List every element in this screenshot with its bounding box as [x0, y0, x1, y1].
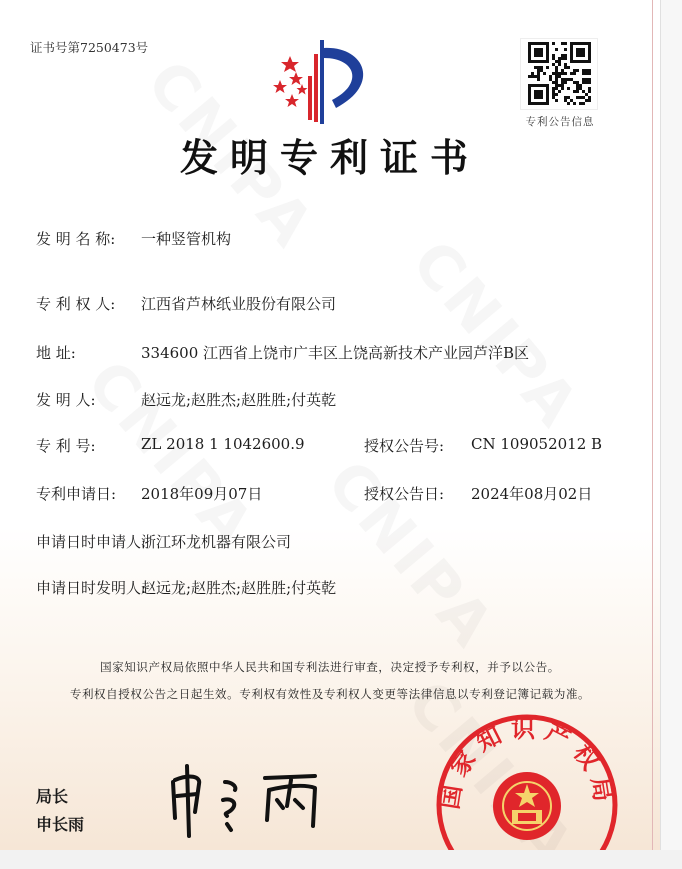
qr-code-icon: [521, 39, 597, 109]
page-title: 发明专利证书: [179, 135, 480, 180]
field-value: ZL 2018 1 1042600.9: [141, 435, 305, 453]
field-value: 江西省芦林纸业股份有限公司: [141, 295, 337, 313]
field-label: 授权公告日:: [364, 485, 445, 503]
statement-line-2: 专利权自授权公告之日起生效。专利权有效性及专利权人变更等法律信息以专利登记簿记载为准。: [69, 687, 591, 701]
qr-code[interactable]: [520, 38, 598, 110]
field-label: 申请日时申请人:: [36, 533, 147, 551]
field-label: 地 址:: [36, 344, 76, 362]
statement-line-1: 国家知识产权局依照中华人民共和国专利法进行审查，决定授予专利权，并予以公告。: [100, 660, 560, 674]
field-value: 浙江环龙机器有限公司: [141, 533, 292, 551]
field-value: CN 109052012 B: [471, 435, 603, 453]
field-value: 赵远龙;赵胜杰;赵胜胜;付英乾: [141, 391, 337, 409]
field-value: 334600 江西省上饶市广丰区上饶高新技术产业园芦洋B区: [141, 344, 530, 362]
official-seal-icon: [432, 710, 622, 850]
qr-caption: 专利公告信息: [525, 116, 595, 128]
field-label: 发 明 名 称:: [36, 230, 116, 248]
field-label: 申请日时发明人:: [36, 579, 147, 597]
certificate-number: 证书号第7250473号: [30, 40, 149, 55]
watermark: [313, 448, 509, 663]
director-name: 申长雨: [36, 815, 85, 834]
field-value: 赵远龙;赵胜杰;赵胜胜;付英乾: [141, 579, 337, 597]
director-title: 局长: [36, 787, 69, 806]
field-label: 发 明 人:: [36, 391, 96, 409]
field-label: 专 利 权 人:: [36, 295, 116, 313]
watermark: [398, 228, 594, 443]
adjacent-page-edge: [660, 0, 682, 850]
seal-text: 国家知识产权局: [434, 714, 620, 812]
field-value: 一种竖管机构: [141, 230, 232, 248]
field-label: 专 利 号:: [36, 437, 96, 455]
field-label: 专利申请日:: [36, 485, 117, 503]
field-value: 2024年08月02日: [471, 485, 593, 503]
cnipa-emblem-icon: [264, 36, 384, 128]
field-label: 授权公告号:: [364, 437, 445, 455]
signature-icon: [165, 760, 335, 840]
field-value: 2018年09月07日: [141, 485, 263, 503]
